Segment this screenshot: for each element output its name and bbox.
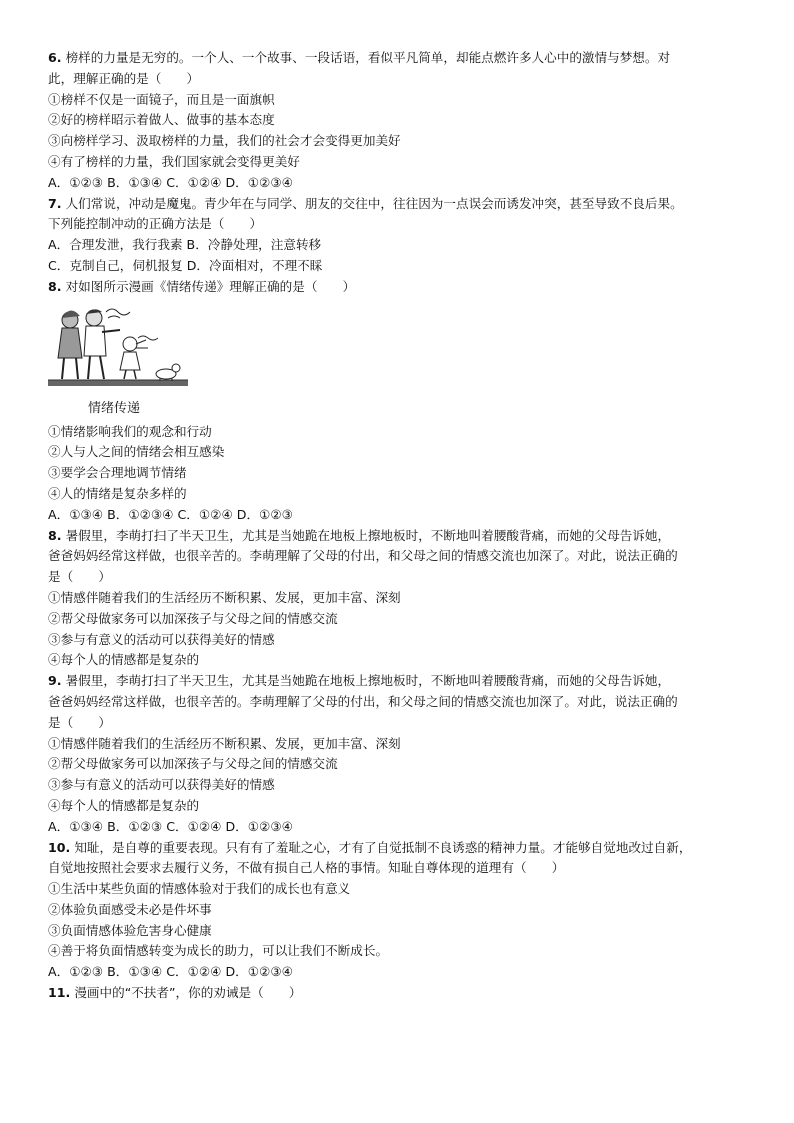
question-number: 9.	[48, 673, 62, 689]
question-stem: 爸爸妈妈经常这样做，也很辛苦的。李萌理解了父母的付出，和父母之间的情感交流也加深了。对此，说法正确的	[48, 693, 678, 709]
answer-options: C．克制自己，伺机报复 D．冷面相对，不理不睬	[48, 257, 323, 273]
question-number: 6.	[48, 50, 62, 65]
question-number: 8.	[48, 527, 62, 543]
list-item: ②帮父母做家务可以加深孩子与父母之间的情感交流	[48, 610, 338, 626]
question-number: 8.	[48, 278, 62, 294]
question-stem: 是（ ）	[48, 714, 111, 730]
list-item: ②帮父母做家务可以加深孩子与父母之间的情感交流	[48, 756, 338, 772]
list-item: ②好的榜样昭示着做人、做事的基本态度	[48, 112, 275, 128]
list-item: ③参与有意义的活动可以获得美好的情感	[48, 777, 275, 793]
exam-page	[48, 48, 748, 1004]
question-stem: 爸爸妈妈经常这样做，也很辛苦的。李萌理解了父母的付出，和父母之间的情感交流也加深了。对此，说法正确的	[48, 548, 678, 564]
list-item: ①生活中某些负面的情感体验对于我们的成长也有意义	[48, 881, 351, 897]
question-number: 10.	[48, 839, 71, 855]
answer-options: A．①②③ B．①③④ C．①②④ D．①②③④	[48, 174, 293, 190]
question-8-family	[48, 526, 748, 672]
list-item: ③要学会合理地调节情绪	[48, 465, 187, 481]
question-stem: 此，理解正确的是（ ）	[48, 70, 200, 86]
list-item: ④善于将负面情感转变为成长的助力，可以让我们不断成长。	[48, 943, 389, 959]
question-stem: 榜样的力量是无穷的。一个人、一个故事、一段话语，看似平凡简单，却能点燃许多人心中的激情与梦想。对	[65, 50, 671, 65]
list-item: ②体验负面感受未必是件坏事	[48, 901, 212, 917]
list-item: ③向榜样学习、汲取榜样的力量，我们的社会才会变得更加美好	[48, 133, 401, 149]
list-item: ②人与人之间的情绪会相互感染	[48, 444, 225, 460]
question-stem: 是（ ）	[48, 569, 111, 585]
list-item: ③参与有意义的活动可以获得美好的情感	[48, 631, 275, 647]
question-9	[48, 671, 748, 837]
question-stem: 人们常说，冲动是魔鬼。青少年在与同学、朋友的交往中，往往因为一点误会而诱发冲突，甚至导致不良后果。	[65, 195, 683, 211]
question-8-cartoon	[48, 277, 748, 526]
question-number: 11.	[48, 985, 71, 1001]
list-item: ①情绪影响我们的观念和行动	[48, 423, 212, 439]
question-stem: 暑假里，李萌打扫了半天卫生，尤其是当她跪在地板上擦地板时，不断地叫着腰酸背痛，而她的父母告诉她，	[65, 673, 671, 689]
question-stem: 知耻，是自尊的重要表现。只有有了羞耻之心，才有了自觉抵制不良诱惑的精神力量。才能够自觉地改过自新，	[74, 839, 692, 855]
cartoon-illustration	[48, 304, 188, 388]
question-stem: 自觉地按照社会要求去履行义务，不做有损自己人格的事情。知耻自尊体现的道理有（ ）	[48, 860, 565, 876]
question-number: 7.	[48, 195, 62, 211]
question-7	[48, 194, 748, 277]
question-10	[48, 838, 748, 984]
answer-options: A．①②③ B．①③④ C．①②④ D．①②③④	[48, 964, 293, 980]
answer-options: A．①③④ B．①②③ C．①②④ D．①②③④	[48, 818, 293, 834]
list-item: ①情感伴随着我们的生活经历不断积累、发展，更加丰富、深刻	[48, 735, 401, 751]
figure-caption: 情绪传递	[88, 400, 141, 416]
list-item: ①情感伴随着我们的生活经历不断积累、发展，更加丰富、深刻	[48, 589, 401, 605]
list-item: ④每个人的情感都是复杂的	[48, 797, 200, 813]
question-stem: 对如图所示漫画《情绪传递》理解正确的是（ ）	[65, 278, 356, 294]
question-stem: 下列能控制冲动的正确方法是（ ）	[48, 216, 263, 232]
list-item: ③负面情感体验危害身心健康	[48, 922, 212, 938]
list-item: ④有了榜样的力量，我们国家就会变得更美好	[48, 153, 300, 169]
question-stem: 漫画中的“不扶者”，你的劝诫是（ ）	[74, 985, 302, 1001]
question-6	[48, 48, 748, 194]
question-11	[48, 983, 748, 1004]
answer-options: A．合理发泄，我行我素 B．冷静处理，注意转移	[48, 237, 322, 253]
list-item: ④每个人的情感都是复杂的	[48, 652, 200, 668]
list-item: ①榜样不仅是一面镜子，而且是一面旗帜	[48, 91, 275, 107]
question-stem: 暑假里，李萌打扫了半天卫生，尤其是当她跪在地板上擦地板时，不断地叫着腰酸背痛，而她的父母告诉她，	[65, 527, 671, 543]
list-item: ④人的情绪是复杂多样的	[48, 485, 187, 501]
answer-options: A．①③④ B．①②③④ C．①②④ D．①②③	[48, 506, 293, 522]
